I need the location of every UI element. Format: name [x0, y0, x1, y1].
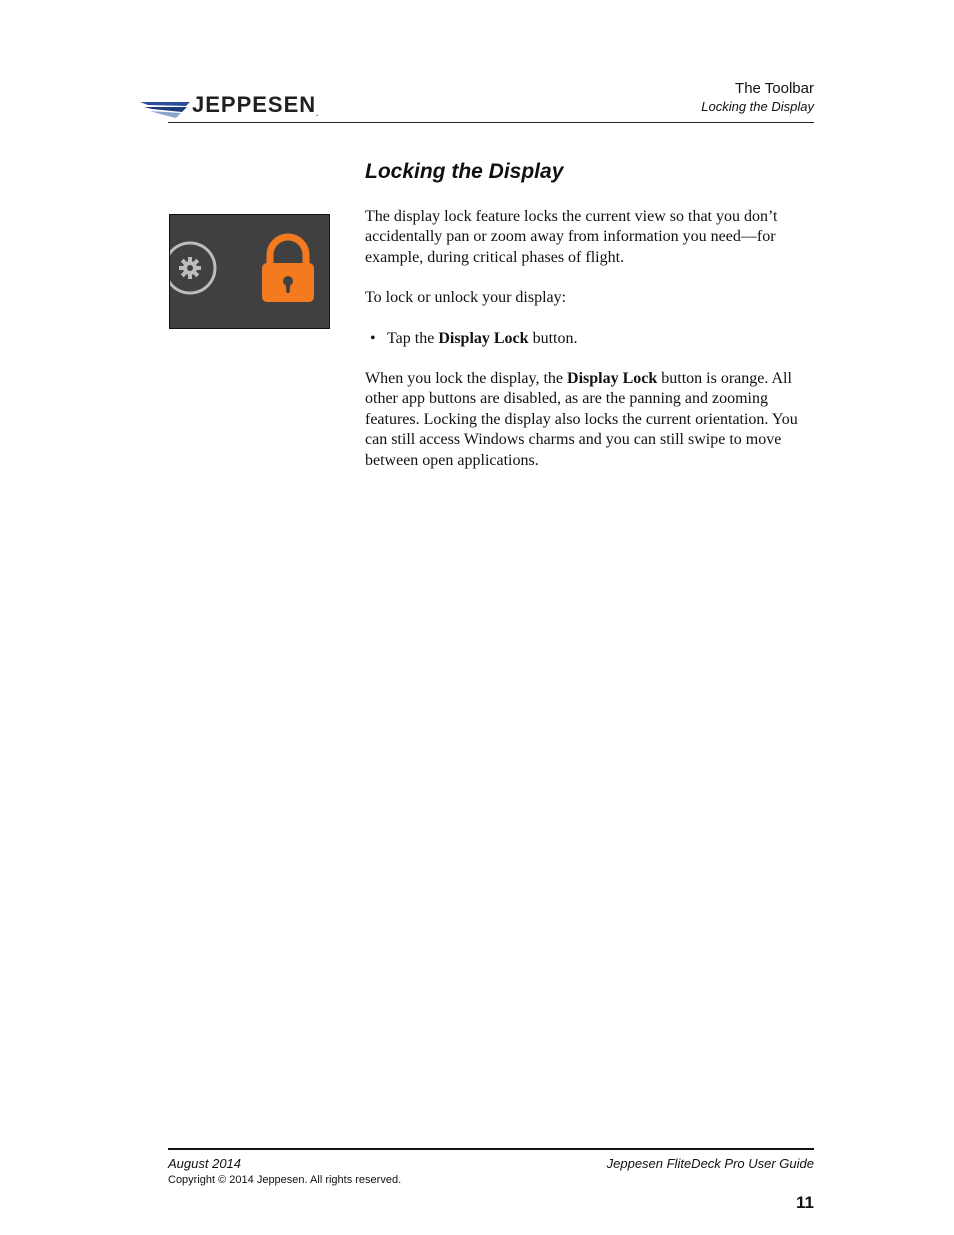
jeppesen-swoosh-icon: [140, 96, 192, 122]
running-header: [701, 80, 814, 116]
logo-wordmark: JEPPESEN.: [192, 92, 320, 118]
paragraph-instruction: To lock or unlock your display:: [365, 289, 567, 307]
footer-rule: [168, 1148, 814, 1150]
header-chapter: The Toolbar: [735, 80, 814, 97]
section-title: Locking the Display: [365, 160, 564, 183]
header-rule: [168, 122, 814, 123]
gear-icon: [170, 243, 215, 293]
lock-icon: [262, 237, 314, 302]
footer-copyright: Copyright © 2014 Jeppesen. All rights reserved.: [168, 1174, 402, 1186]
footer-guide-title: Jeppesen FliteDeck Pro User Guide: [606, 1156, 814, 1171]
body-text: [365, 207, 815, 491]
display-lock-figure: [169, 214, 330, 329]
display-lock-term: Display Lock: [438, 329, 529, 347]
bullet-item: • Tap the Display Lock button.: [387, 329, 815, 349]
display-lock-term: Display Lock: [567, 370, 658, 388]
page-number: 11: [796, 1193, 814, 1212]
paragraph-details: When you lock the display, the Display Lock button is orange. All other app buttons are disabled, as are the panning and zooming features. Locking the display also locks the current orientation. You can still access Windows charms and you can still swipe to move between open applications.: [365, 370, 798, 469]
bullet-marker: •: [370, 329, 376, 347]
jeppesen-logo: [140, 92, 350, 122]
header-section: Locking the Display: [701, 99, 814, 114]
footer-date: August 2014: [168, 1156, 242, 1171]
paragraph-intro: The display lock feature locks the current view so that you don’t accidentally pan or zoom away from information you need—for example, during critical phases of flight.: [365, 208, 778, 266]
